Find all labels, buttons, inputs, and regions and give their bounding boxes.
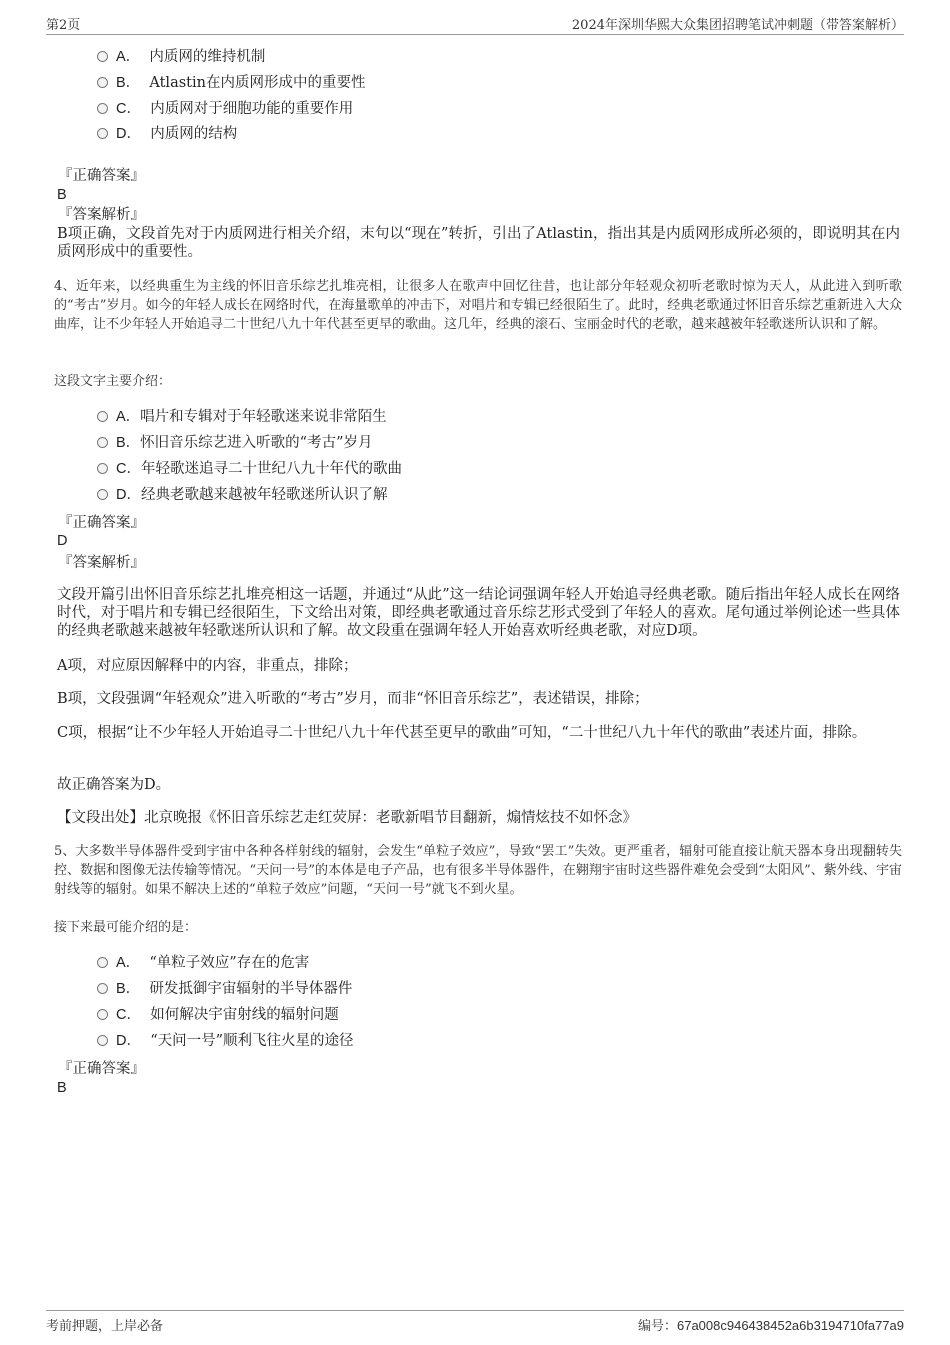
footer-slogan: 考前押题，上岸必备 — [46, 1319, 164, 1334]
q4-option-d[interactable]: D．经典老歌越来越被年轻歌迷所认识了解 — [97, 485, 387, 505]
q5-answer-label: 『正确答案』 — [58, 1061, 145, 1077]
radio-icon[interactable] — [97, 957, 108, 968]
q4-answer: D — [57, 533, 68, 549]
page-header — [46, 14, 904, 35]
q4-option-c[interactable]: C．年轻歌迷追寻二十世纪八九十年代的歌曲 — [97, 459, 402, 479]
radio-icon[interactable] — [97, 128, 108, 139]
radio-icon[interactable] — [97, 411, 108, 422]
q4-source: 【文段出处】北京晚报《怀旧音乐综艺走红荧屏：老歌新唱节目翻新，煽情炫技不如怀念》 — [57, 810, 637, 826]
radio-icon[interactable] — [97, 489, 108, 500]
q5-option-d[interactable]: D． “天问一号”顺利飞往火星的途径 — [97, 1031, 354, 1051]
q3-option-d[interactable]: D． 内质网的结构 — [97, 124, 237, 144]
q4-option-a[interactable]: A．唱片和专辑对于年轻歌迷来说非常陌生 — [97, 407, 387, 427]
q3-option-c[interactable]: C． 内质网对于细胞功能的重要作用 — [97, 99, 353, 119]
q3-answer: B — [57, 187, 67, 203]
document-code: 编号：67a008c946438452a6b3194710fa77a9 — [637, 1318, 904, 1334]
page-number: 第2页 — [46, 18, 81, 33]
q5-prompt: 接下来最可能介绍的是： — [54, 920, 198, 935]
document-title: 2024年深圳华熙大众集团招聘笔试冲刺题（带答案解析） — [571, 18, 904, 33]
q5-stem: 5、大多数半导体器件受到宇宙中各种各样射线的辐射，会发生“单粒子效应”，导致“罢工”失效。更严重者，辐射可能直接让航天器本身出现翻转失控、数据和图像无法传输等情况。“天问一号”的本体是电子产品，也有很多半导体器件，在翱翔宇宙时这些器件难免会受到“太阳风”、紫外线、宇宙射线等的辐射。如果不解决上述的“单粒子效应”问题，“天问一号”就飞不到火星。 — [54, 844, 902, 897]
radio-icon[interactable] — [97, 103, 108, 114]
q3-analysis-label: 『答案解析』 — [58, 207, 145, 223]
q3-answer-label: 『正确答案』 — [58, 168, 145, 184]
q4-analysis-para: A项，对应原因解释中的内容，非重点，排除； — [57, 658, 358, 674]
q4-analysis-para: 故正确答案为D。 — [57, 777, 171, 793]
radio-icon[interactable] — [97, 1009, 108, 1020]
radio-icon[interactable] — [97, 463, 108, 474]
radio-icon[interactable] — [97, 1035, 108, 1046]
q3-option-a[interactable]: A． 内质网的维持机制 — [97, 47, 265, 67]
q3-option-b[interactable]: B． Atlastin在内质网形成中的重要性 — [97, 73, 365, 93]
q4-option-b[interactable]: B．怀旧音乐综艺进入听歌的“考古”岁月 — [97, 433, 373, 453]
q4-analysis-para: B项，文段强调“年轻观众”进入听歌的“考古”岁月，而非“怀旧音乐综艺”，表述错误，排除； — [57, 691, 649, 707]
page-footer — [46, 1310, 904, 1333]
radio-icon[interactable] — [97, 51, 108, 62]
q4-analysis-para: C项，根据“让不少年轻人开始追寻二十世纪八九十年代甚至更早的歌曲”可知，“二十世纪八九十年代的歌曲”表述片面，排除。 — [57, 725, 867, 741]
q4-analysis-para: 文段开篇引出怀旧音乐综艺扎堆亮相这一话题，并通过“从此”这一结论词强调年轻人开始追寻经典老歌。随后指出年轻人成长在网络时代，对于唱片和专辑已经很陌生，下文给出对策，即经典老歌通过音乐综艺形式受到了年轻人的喜欢。尾句通过举例论述一些具体的经典老歌越来越被年轻歌迷所认识和了解。故文段重在强调年轻人开始喜欢听经典老歌，对应D项。 — [57, 587, 900, 639]
q5-option-a[interactable]: A． “单粒子效应”存在的危害 — [97, 953, 309, 973]
radio-icon[interactable] — [97, 437, 108, 448]
q5-option-c[interactable]: C． 如何解决宇宙射线的辐射问题 — [97, 1005, 339, 1025]
q5-answer: B — [57, 1080, 67, 1096]
q4-prompt: 这段文字主要介绍： — [54, 374, 172, 389]
q4-analysis-label: 『答案解析』 — [58, 555, 145, 571]
q5-option-b[interactable]: B． 研发抵御宇宙辐射的半导体器件 — [97, 979, 352, 999]
radio-icon[interactable] — [97, 77, 108, 88]
radio-icon[interactable] — [97, 983, 108, 994]
q3-analysis: B项正确，文段首先对于内质网进行相关介绍，末句以“现在”转折，引出了Atlastin，指出其是内质网形成所必须的，即说明其在内质网形成中的重要性。 — [57, 226, 900, 260]
q4-answer-label: 『正确答案』 — [58, 515, 145, 531]
q4-stem: 4、近年来，以经典重生为主线的怀旧音乐综艺扎堆亮相，让很多人在歌声中回忆往昔，也让部分年轻观众初听老歌时惊为天人，从此进入到听歌的“考古”岁月。如今的年轻人成长在网络时代，在海量歌单的冲击下，对唱片和专辑已经很陌生了。此时，经典老歌通过怀旧音乐综艺重新进入大众曲库，让不少年轻人开始追寻二十世纪八九十年代甚至更早的歌曲。这几年，经典的滚石、宝丽金时代的老歌，越来越被年轻歌迷所认识和了解。 — [54, 279, 902, 332]
